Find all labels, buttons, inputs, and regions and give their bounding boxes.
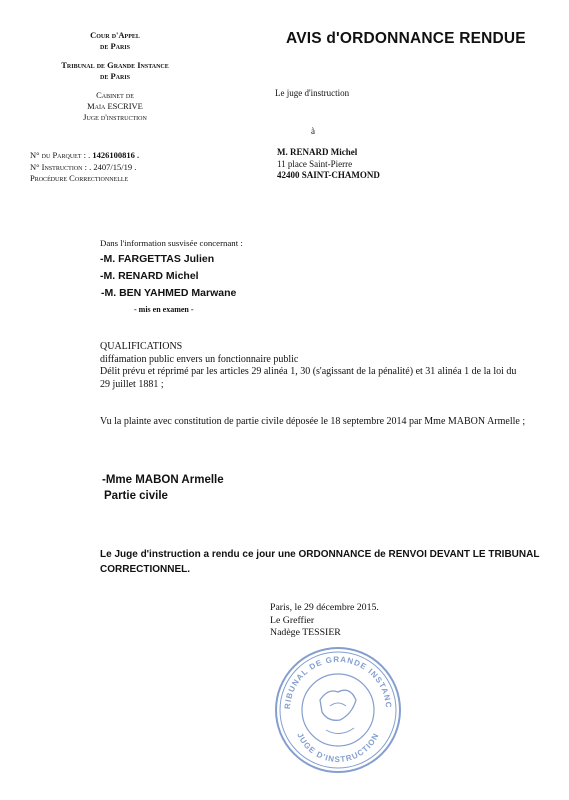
intro-text: Dans l'information susvisée concernant : bbox=[100, 238, 243, 248]
tribunal-city: de Paris bbox=[100, 71, 130, 81]
recipient-address bbox=[277, 147, 380, 182]
complaint-text: Vu la plainte avec constitution de partie civile déposée le 18 septembre 2014 par Mme MABON Armelle ; bbox=[100, 416, 526, 427]
case-references bbox=[30, 150, 139, 185]
persons-list bbox=[100, 251, 236, 302]
tribunal-name: Tribunal de Grande Instance bbox=[61, 60, 169, 70]
signature-role: Le Greffier bbox=[270, 614, 315, 626]
parquet-number: 1426100816 . bbox=[92, 150, 140, 160]
status-text: - mis en examen - bbox=[134, 305, 194, 314]
person-item: -M. FARGETTAS Julien bbox=[100, 253, 215, 265]
stamp-seal-icon bbox=[268, 640, 408, 780]
to-label: à bbox=[311, 126, 315, 136]
court-name: Cour d'Appel bbox=[90, 30, 140, 40]
civil-party-role: Partie civile bbox=[104, 490, 168, 502]
qualification-offence: diffamation public envers un fonctionnaire public bbox=[100, 353, 299, 365]
instruction-number: 2407/15/19 . bbox=[93, 161, 137, 172]
parquet-label: N° du Parquet : . bbox=[30, 150, 91, 160]
judge-title: Juge d'instruction bbox=[83, 112, 147, 122]
decision-text: Le Juge d'instruction a rendu ce jour une ORDONNANCE de RENVOI DEVANT LE TRIBUNAL CORRECTIONNEL. bbox=[100, 549, 540, 575]
court-city: de Paris bbox=[100, 41, 130, 51]
person-item: -M. RENARD Michel bbox=[100, 270, 199, 282]
sender-label: Le juge d'instruction bbox=[275, 88, 350, 98]
recipient-street: 11 place Saint-Pierre bbox=[277, 158, 353, 169]
recipient-name: M. RENARD Michel bbox=[277, 147, 358, 157]
procedure-type: Procédure Correctionnelle bbox=[30, 173, 129, 183]
instruction-label: N° Instruction : . bbox=[30, 161, 92, 172]
cabinet-label: Cabinet de bbox=[96, 90, 134, 100]
judge-name: Maïa ESCRIVE bbox=[87, 101, 143, 111]
document-title: AVIS d'ORDONNANCE RENDUE bbox=[286, 30, 526, 47]
signature-place-date: Paris, le 29 décembre 2015. bbox=[270, 602, 379, 613]
qualifications-title: QUALIFICATIONS bbox=[100, 341, 183, 352]
civil-party-name: -Mme MABON Armelle bbox=[102, 474, 224, 486]
svg-text:JUGE D'INSTRUCTION: JUGE D'INSTRUCTION bbox=[295, 731, 381, 765]
svg-text:TRIBUNAL DE GRANDE INSTANCE: RIBUNAL DE GRANDE INSTANC bbox=[282, 654, 394, 710]
court-header bbox=[40, 30, 190, 123]
signature-block bbox=[270, 602, 379, 640]
person-item: -M. BEN YAHMED Marwane bbox=[101, 287, 237, 299]
signature-name: Nadège TESSIER bbox=[270, 627, 341, 639]
civil-party bbox=[102, 472, 224, 504]
qualification-law: Délit prévu et réprimé par les articles 29 alinéa 1, 30 (s'agissant de la pénalité) et 31 alinéa 1 de la loi du 29 juillet 1881 ; bbox=[100, 366, 517, 390]
qualifications bbox=[100, 341, 520, 391]
official-stamp bbox=[268, 640, 408, 780]
recipient-city: 42400 SAINT-CHAMOND bbox=[277, 170, 380, 180]
